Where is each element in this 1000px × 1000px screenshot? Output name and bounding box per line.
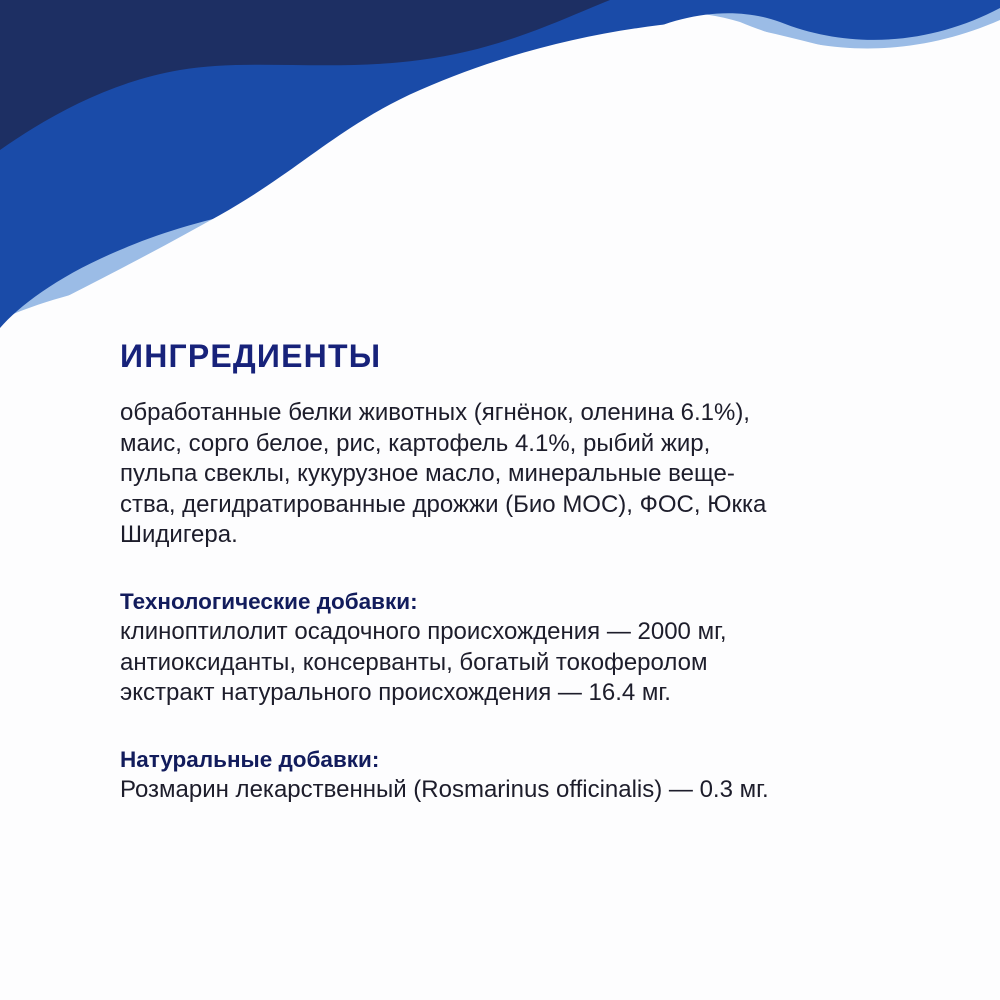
ingredients-title: ИНГРЕДИЕНТЫ (120, 338, 382, 374)
ingredients-text: обработанные белки животных (ягнёнок, оленина 6.1%), маис, сорго белое, рис, картофель 4.1%, рыбий жир, пульпа свеклы, кукурузное масло, минеральные веще- ства, дегидратированные дрожжи (Био МОС), ФОС, Юкка Шидигера. (120, 399, 767, 548)
natural-additives-heading: Натуральные добавки: (120, 746, 380, 772)
tech-additives-heading: Технологические добавки: (120, 588, 418, 614)
tech-additives-section (120, 587, 880, 709)
tech-additives-text: клиноптилолит осадочного происхождения — 2000 мг, антиоксиданты, консерванты, богатый токоферолом экстракт натурального происхождения — 16.4 мг. (120, 618, 727, 706)
ingredients-panel (120, 334, 880, 806)
natural-additives-section (120, 745, 880, 806)
wave-background (0, 0, 1000, 340)
natural-additives-text: Розмарин лекарственный (Rosmarinus officinalis) — 0.3 мг. (120, 776, 769, 803)
